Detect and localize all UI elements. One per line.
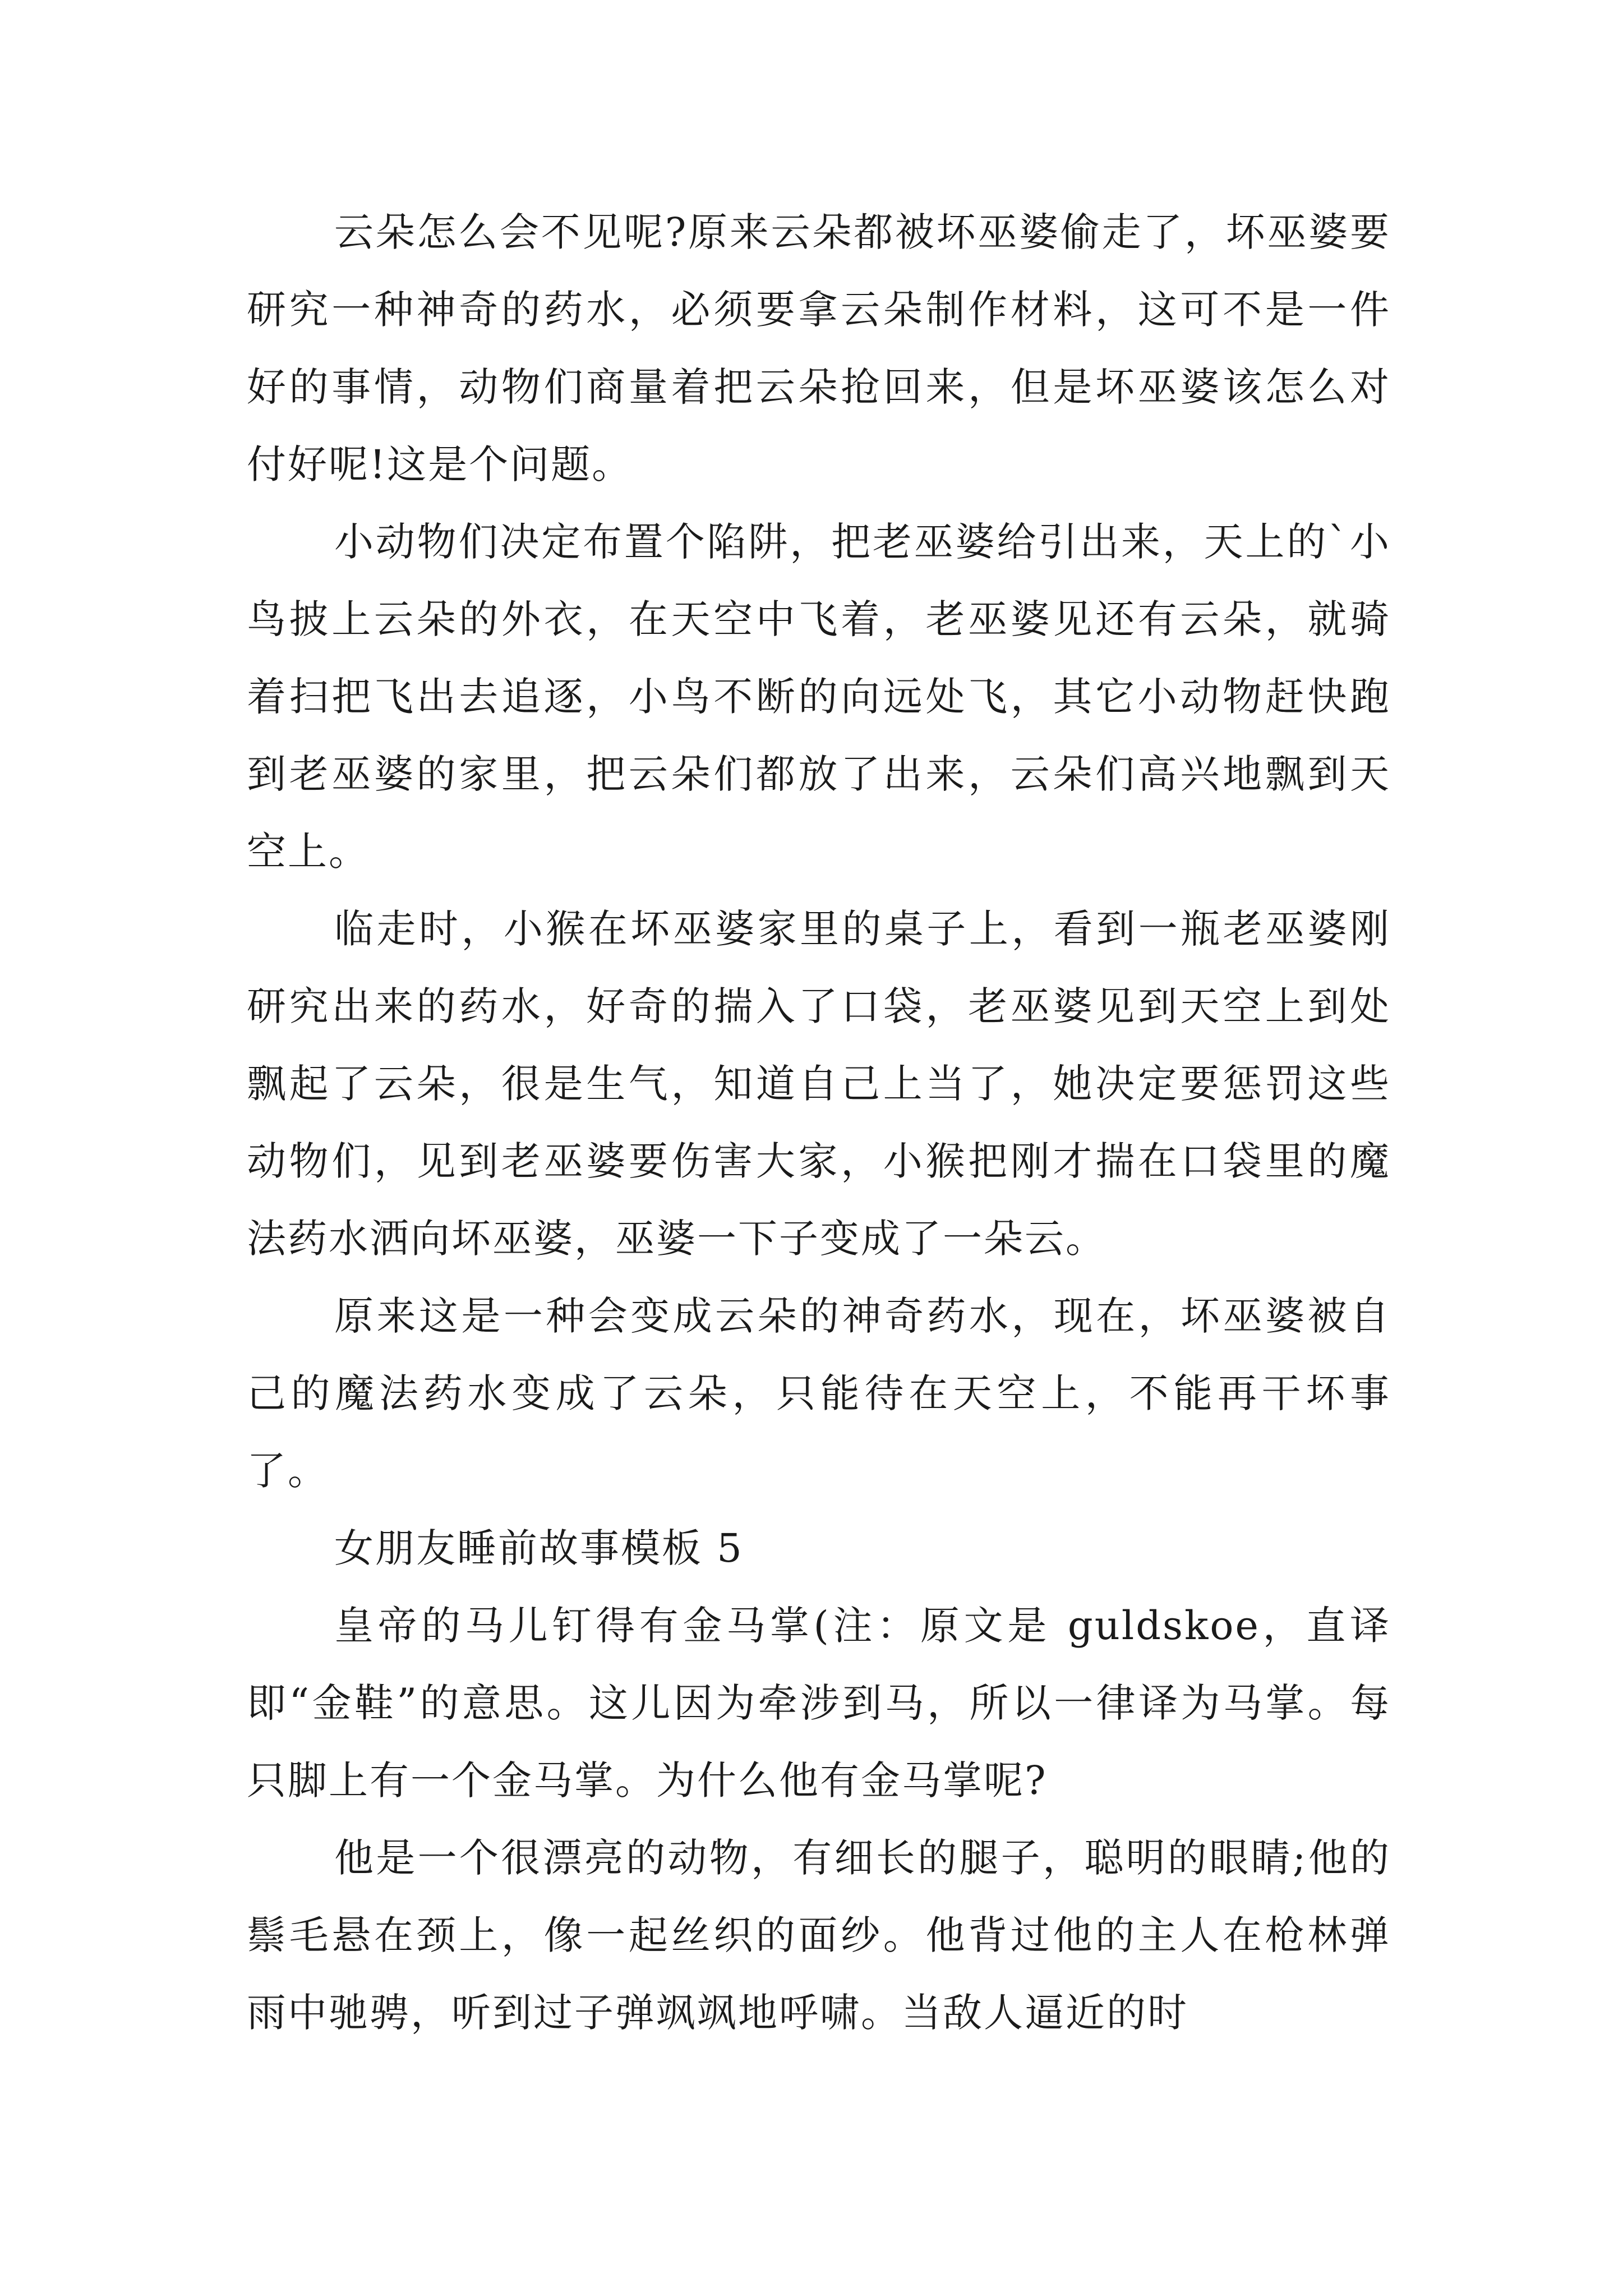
paragraph-potion: 临走时，小猴在坏巫婆家里的桌子上，看到一瓶老巫婆刚研究出来的药水，好奇的揣入了口袋，老巫婆见到天空上到处飘起了云朵，很是生气，知道自己上当了，她决定要惩罚这些动物们，见到老巫婆要伤害大家，小猴把刚才揣在口袋里的魔法药水洒向坏巫婆，巫婆一下子变成了一朵云。 — [247, 906, 1391, 1262]
paragraph-ending: 原来这是一种会变成云朵的神奇药水，现在，坏巫婆被自己的魔法药水变成了云朵，只能待在天空上，不能再干坏事了。 — [247, 1293, 1391, 1494]
paragraph-trap: 小动物们决定布置个陷阱，把老巫婆给引出来，天上的`小鸟披上云朵的外衣，在天空中飞着，老巫婆见还有云朵，就骑着扫把飞出去追逐，小鸟不断的向远处飞，其它小动物赶快跑到老巫婆的家里，把云朵们都放了出来，云朵们高兴地飘到天空上。 — [247, 519, 1391, 875]
section-title: 女朋友睡前故事模板 5 — [334, 1525, 744, 1571]
paragraph-horse-description: 他是一个很漂亮的动物，有细长的腿子，聪明的眼睛;他的鬃毛悬在颈上，像一起丝织的面纱。他背过他的主人在枪林弹雨中驰骋，听到过子弹飒飒地呼啸。当敌人逼近的时 — [247, 1835, 1391, 2036]
paragraph-cloud-missing: 云朵怎么会不见呢?原来云朵都被坏巫婆偷走了，坏巫婆要研究一种神奇的药水，必须要拿云朵制作材料，这可不是一件好的事情，动物们商量着把云朵抢回来，但是坏巫婆该怎么对付好呢!这是个问题。 — [247, 209, 1391, 487]
document-body — [247, 194, 1391, 2051]
paragraph-emperor-horse: 皇帝的马儿钉得有金马掌(注：原文是 guldskoe，直译即“金鞋”的意思。这儿因为牵涉到马，所以一律译为马掌。每只脚上有一个金马掌。为什么他有金马掌呢? — [247, 1603, 1391, 1803]
